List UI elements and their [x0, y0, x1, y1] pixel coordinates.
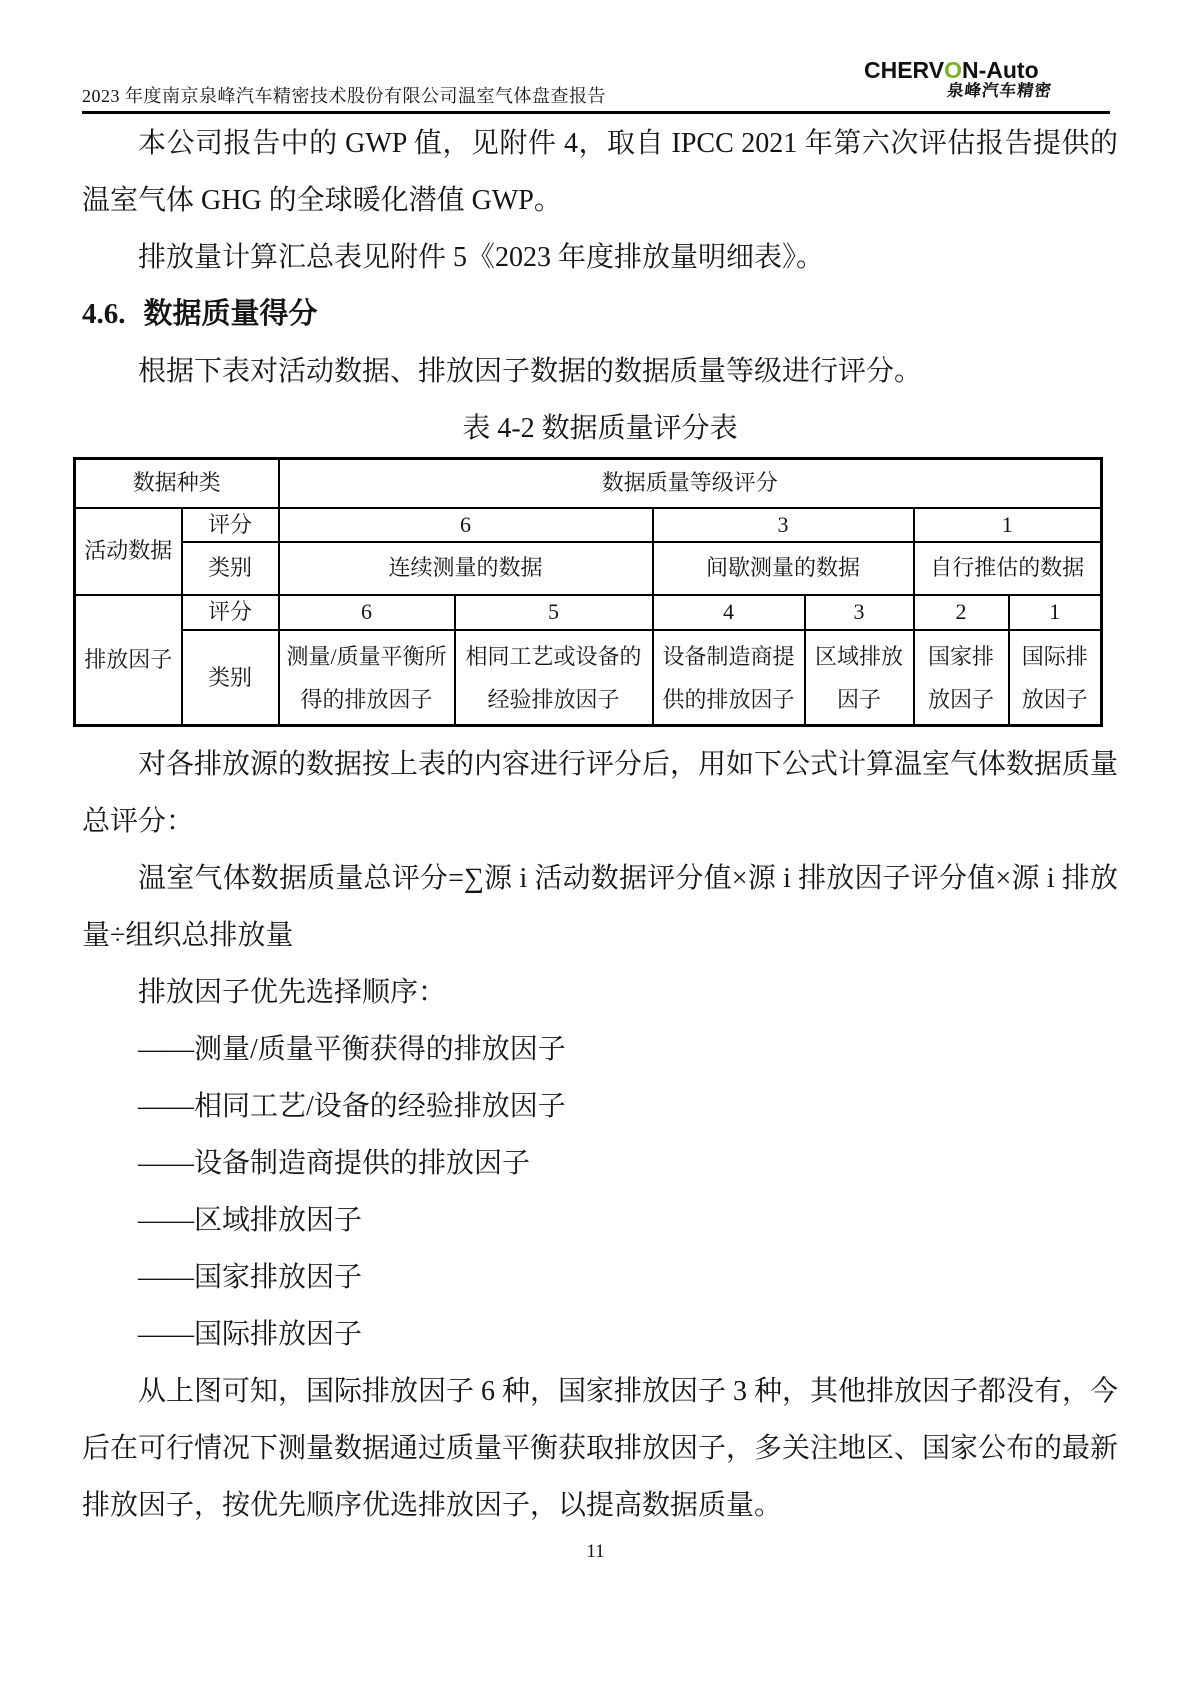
factor-score-cell: 3 — [805, 595, 914, 630]
paragraph-emission-summary: 排放量计算汇总表见附件 5《2023 年度排放量明细表》。 — [138, 242, 825, 273]
factor-score-cell: 4 — [653, 595, 805, 630]
logo-chinese-subtitle: 泉峰汽车精密 — [946, 82, 1053, 100]
priority-list-item: ——设备制造商提供的排放因子 — [138, 1148, 531, 1179]
emission-factor-label: 排放因子 — [75, 595, 182, 726]
logo-text-prefix: CHERV — [864, 57, 945, 83]
factor-category-cell: 测量/质量平衡所得的排放因子 — [279, 630, 455, 726]
activity-category-cell: 间歇测量的数据 — [653, 542, 914, 595]
activity-category-cell: 自行推估的数据 — [914, 542, 1102, 595]
paragraph-priority-intro: 排放因子优先选择顺序： — [138, 977, 447, 1008]
factor-category-cell: 区域排放因子 — [805, 630, 914, 726]
data-quality-score-table — [73, 457, 1103, 727]
paragraph-gwp-source: 本公司报告中的 GWP 值，见附件 4，取自 IPCC 2021 年第六次评估报告提供的温室气体 GHG 的全球暖化潜值 GWP。 — [82, 128, 1118, 216]
paragraph-conclusion: 从上图可知，国际排放因子 6 种，国家排放因子 3 种，其他排放因子都没有，今后在可行情况下测量数据通过质量平衡获取排放因子，多关注地区、国家公布的最新排放因子，按优先顺序优选排放因子，以提高数据质量。 — [82, 1376, 1119, 1521]
paragraph-formula-intro: 对各排放源的数据按上表的内容进行评分后，用如下公式计算温室气体数据质量总评分： — [82, 749, 1119, 837]
factor-category-cell: 国家排放因子 — [914, 630, 1009, 726]
table-row — [75, 630, 1102, 726]
activity-score-cell: 3 — [653, 508, 914, 542]
paragraph-rating-intro: 根据下表对活动数据、排放因子数据的数据质量等级进行评分。 — [138, 356, 923, 387]
table-caption: 表 4-2 数据质量评分表 — [462, 413, 738, 444]
table-row — [75, 508, 1102, 542]
factor-score-row-label: 评分 — [182, 595, 279, 630]
factor-category-cell: 设备制造商提供的排放因子 — [653, 630, 805, 726]
factor-score-cell: 2 — [914, 595, 1009, 630]
priority-list-item: ——相同工艺/设备的经验排放因子 — [138, 1091, 566, 1122]
priority-list-item: ——测量/质量平衡获得的排放因子 — [138, 1034, 566, 1065]
factor-score-cell: 5 — [455, 595, 653, 630]
activity-score-cell: 1 — [914, 508, 1102, 542]
factor-category-cell: 相同工艺或设备的经验排放因子 — [455, 630, 653, 726]
table-row — [75, 459, 1102, 509]
section-heading-4-6 — [82, 286, 1118, 343]
factor-category-cell: 国际排放因子 — [1009, 630, 1102, 726]
chervon-auto-logo — [864, 58, 1052, 100]
table-corner-header: 数据种类 — [75, 459, 279, 509]
activity-score-cell: 6 — [279, 508, 653, 542]
activity-category-row-label: 类别 — [182, 542, 279, 595]
section-title: 数据质量得分 — [143, 298, 318, 330]
table-row — [75, 542, 1102, 595]
report-header-title: 2023 年度南京泉峰汽车精密技术股份有限公司温室气体盘查报告 — [82, 86, 606, 106]
priority-list-item: ——国家排放因子 — [138, 1262, 363, 1293]
factor-score-cell: 1 — [1009, 595, 1102, 630]
logo-wordmark — [864, 58, 1052, 82]
priority-list-item: ——国际排放因子 — [138, 1319, 363, 1350]
document-body — [82, 115, 1118, 1534]
logo-green-o-icon: O — [944, 57, 962, 83]
priority-list-item: ——区域排放因子 — [138, 1205, 363, 1236]
activity-data-label: 活动数据 — [75, 508, 182, 595]
activity-score-row-label: 评分 — [182, 508, 279, 542]
table-main-header: 数据质量等级评分 — [279, 459, 1102, 509]
section-number: 4.6. — [82, 298, 126, 330]
table-row — [75, 595, 1102, 630]
header-divider-rule — [82, 111, 1110, 114]
activity-category-cell: 连续测量的数据 — [279, 542, 653, 595]
factor-category-row-label: 类别 — [182, 630, 279, 726]
page-number: 11 — [586, 1541, 605, 1562]
logo-text-suffix: N-Auto — [962, 57, 1039, 83]
paragraph-formula: 温室气体数据质量总评分=∑源 i 活动数据评分值×源 i 排放因子评分值×源 i 排放量÷组织总排放量 — [82, 863, 1118, 951]
factor-score-cell: 6 — [279, 595, 455, 630]
